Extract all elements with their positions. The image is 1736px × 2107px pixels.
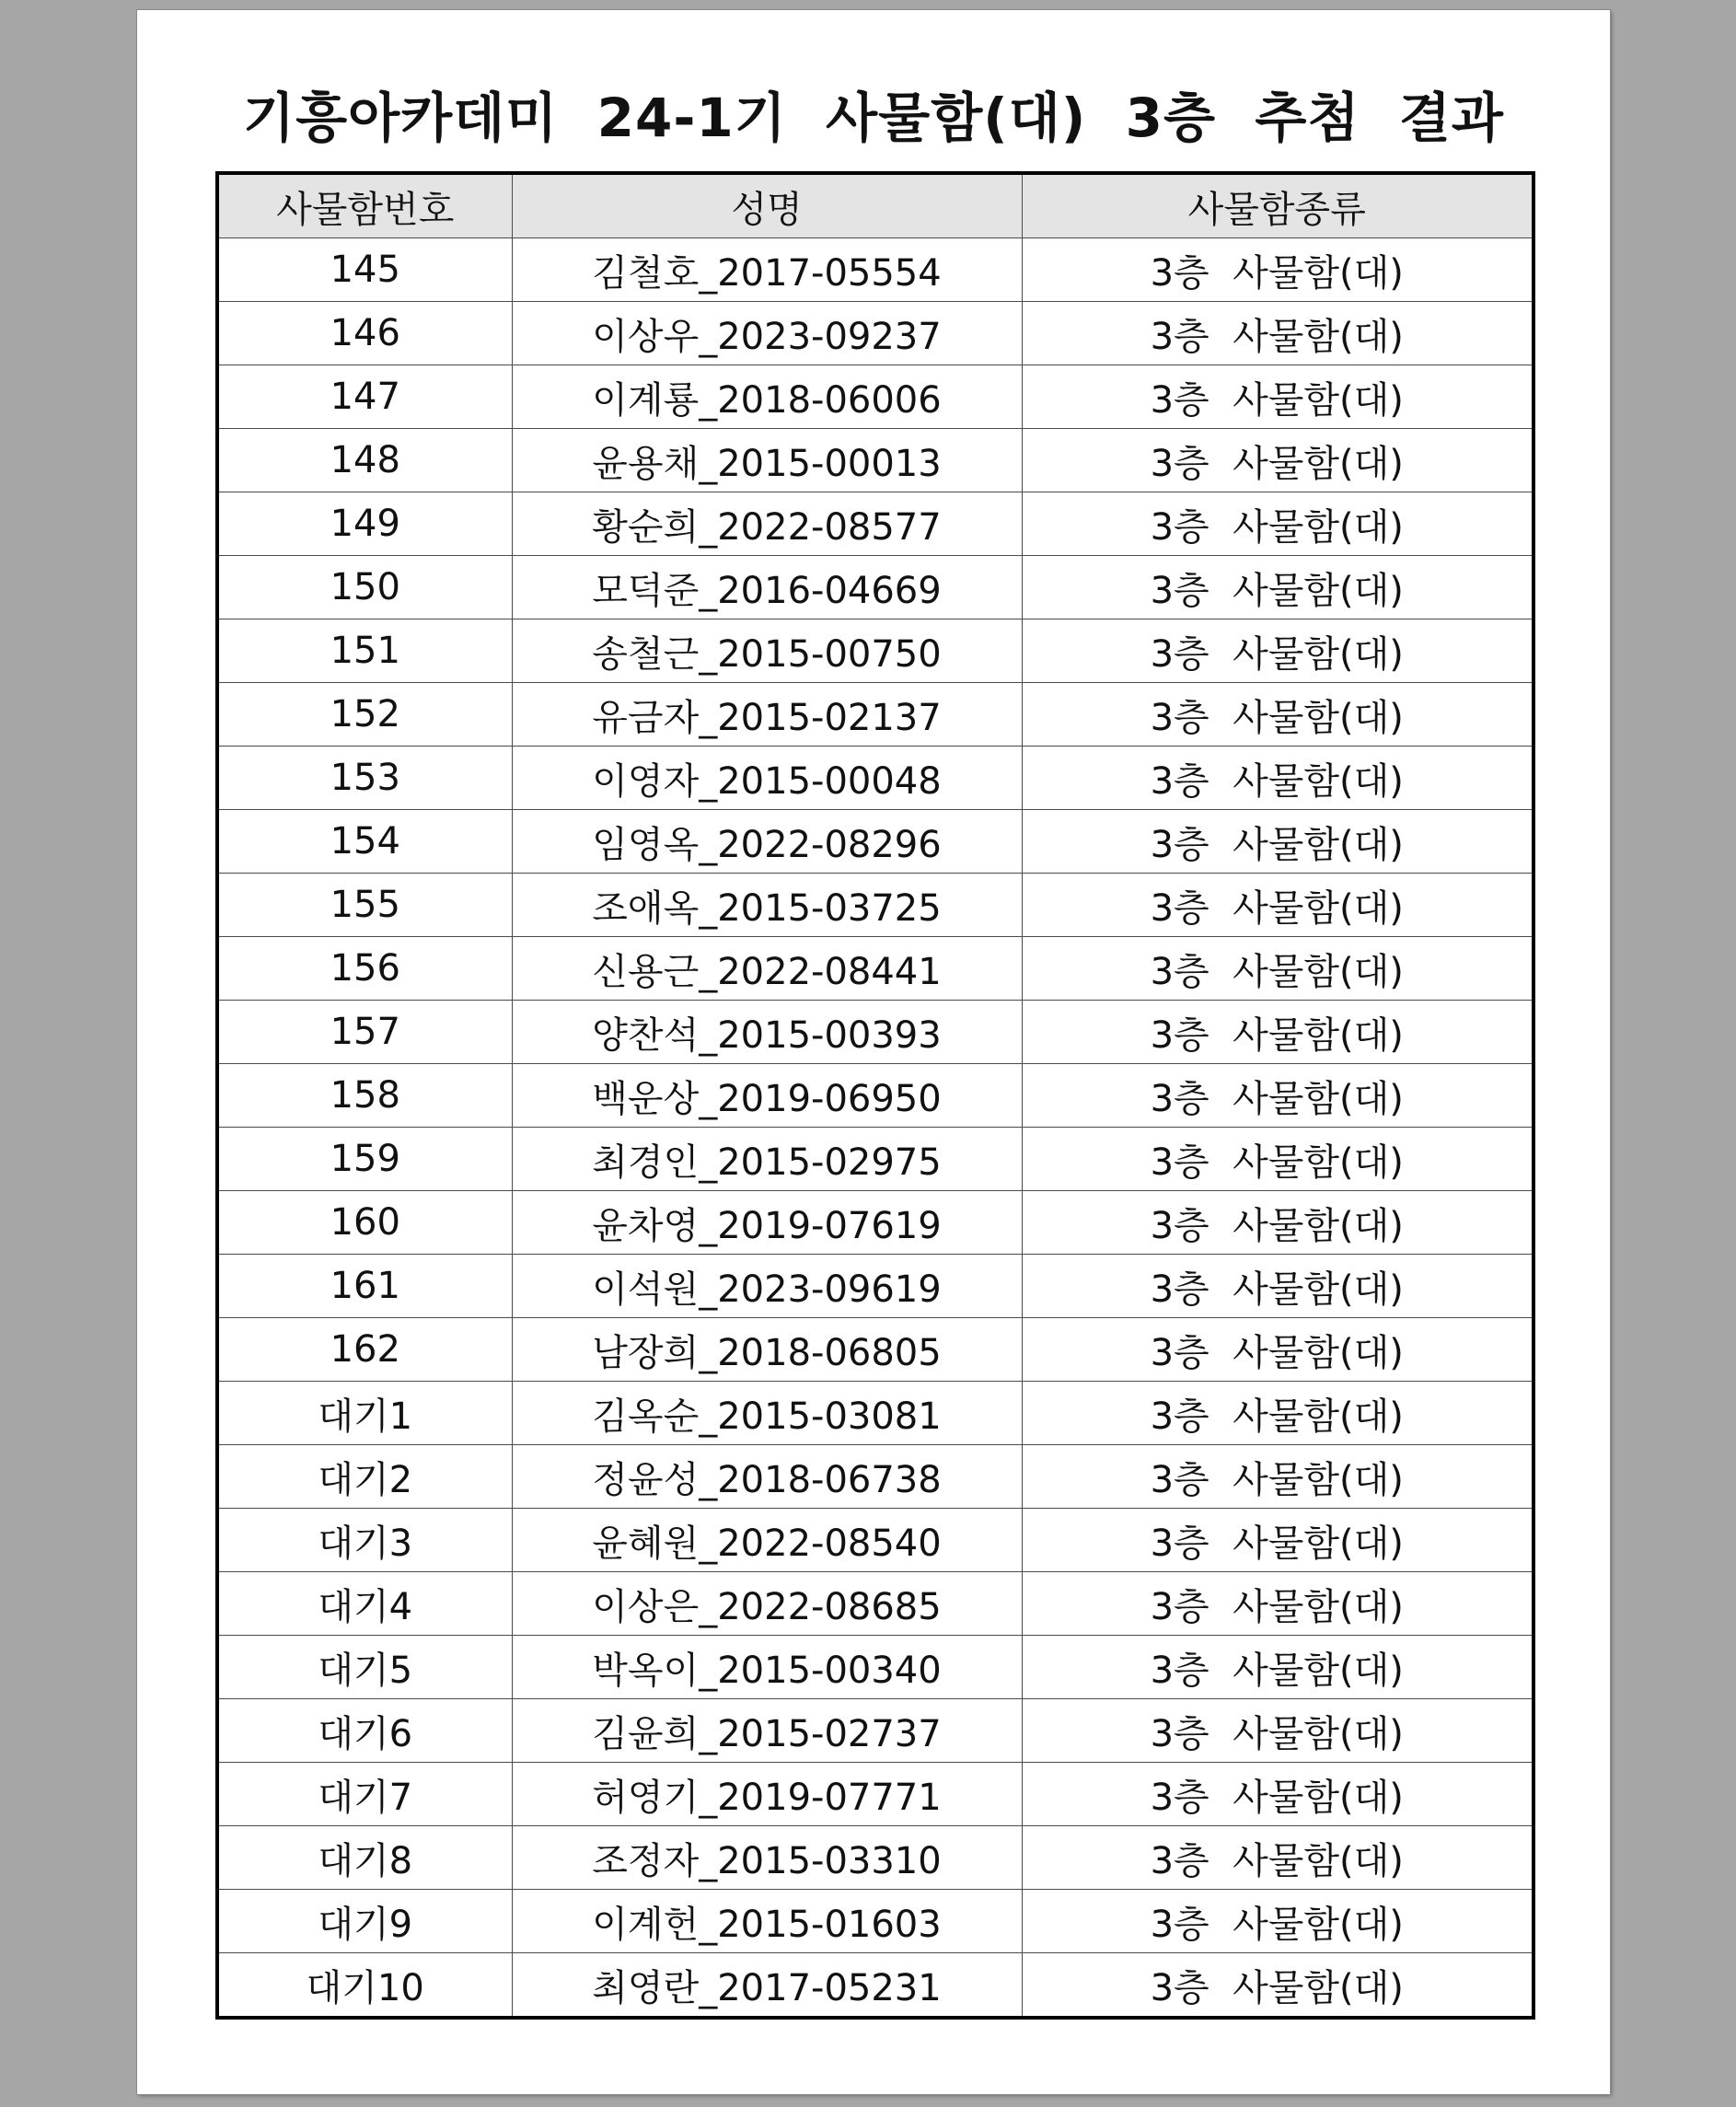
locker-number-cell: 156 [217, 937, 512, 1001]
member-name-cell: 임영옥_2022-08296 [512, 810, 1022, 874]
locker-number-cell: 대기1 [217, 1382, 512, 1445]
table-row [217, 1382, 1533, 1445]
table-row [217, 1445, 1533, 1509]
member-name-cell: 이영자_2015-00048 [512, 747, 1022, 810]
locker-number-cell: 대기10 [217, 1953, 512, 2019]
locker-number-cell: 대기8 [217, 1826, 512, 1890]
locker-type-cell: 3층 사물함(대) [1022, 1445, 1533, 1509]
document-page [137, 10, 1610, 2094]
member-name-cell: 이계룡_2018-06006 [512, 365, 1022, 429]
locker-number-cell: 149 [217, 492, 512, 556]
locker-number-cell: 148 [217, 429, 512, 492]
locker-type-cell: 3층 사물함(대) [1022, 619, 1533, 683]
table-row [217, 683, 1533, 747]
table-row [217, 1953, 1533, 2019]
locker-type-cell: 3층 사물함(대) [1022, 747, 1533, 810]
locker-type-cell: 3층 사물함(대) [1022, 1826, 1533, 1890]
table-row [217, 429, 1533, 492]
locker-type-cell: 3층 사물함(대) [1022, 429, 1533, 492]
member-name-cell: 윤혜원_2022-08540 [512, 1509, 1022, 1572]
member-name-cell: 김옥순_2015-03081 [512, 1382, 1022, 1445]
locker-number-cell: 대기3 [217, 1509, 512, 1572]
locker-type-cell: 3층 사물함(대) [1022, 1636, 1533, 1699]
member-name-cell: 박옥이_2015-00340 [512, 1636, 1022, 1699]
table-row [217, 619, 1533, 683]
member-name-cell: 백운상_2019-06950 [512, 1064, 1022, 1128]
document-title: 기흥아카데미 24-1기 사물함(대) 3층 추첨 결과 [243, 87, 1504, 149]
member-name-cell: 신용근_2022-08441 [512, 937, 1022, 1001]
locker-type-cell: 3층 사물함(대) [1022, 1509, 1533, 1572]
locker-type-cell: 3층 사물함(대) [1022, 1890, 1533, 1953]
table-row [217, 874, 1533, 937]
table-row [217, 1699, 1533, 1763]
locker-type-cell: 3층 사물함(대) [1022, 1699, 1533, 1763]
locker-number-cell: 대기9 [217, 1890, 512, 1953]
locker-number-cell: 145 [217, 238, 512, 302]
locker-number-cell: 대기7 [217, 1763, 512, 1826]
table-row [217, 937, 1533, 1001]
locker-type-cell: 3층 사물함(대) [1022, 238, 1533, 302]
table-row [217, 1191, 1533, 1255]
table-row [217, 747, 1533, 810]
locker-type-cell: 3층 사물함(대) [1022, 1382, 1533, 1445]
member-name-cell: 이계헌_2015-01603 [512, 1890, 1022, 1953]
locker-number-cell: 158 [217, 1064, 512, 1128]
member-name-cell: 황순희_2022-08577 [512, 492, 1022, 556]
table-row [217, 1128, 1533, 1191]
member-name-cell: 양찬석_2015-00393 [512, 1001, 1022, 1064]
member-name-cell: 조정자_2015-03310 [512, 1826, 1022, 1890]
locker-number-cell: 161 [217, 1255, 512, 1318]
member-name-cell: 김철호_2017-05554 [512, 238, 1022, 302]
locker-type-cell: 3층 사물함(대) [1022, 683, 1533, 747]
table-row [217, 1318, 1533, 1382]
locker-number-cell: 대기4 [217, 1572, 512, 1636]
locker-number-cell: 151 [217, 619, 512, 683]
table-row [217, 1572, 1533, 1636]
member-name-cell: 모덕준_2016-04669 [512, 556, 1022, 619]
member-name-cell: 남장희_2018-06805 [512, 1318, 1022, 1382]
locker-type-cell: 3층 사물함(대) [1022, 1001, 1533, 1064]
member-name-cell: 이석원_2023-09619 [512, 1255, 1022, 1318]
locker-type-cell: 3층 사물함(대) [1022, 1128, 1533, 1191]
table-row [217, 556, 1533, 619]
locker-number-cell: 152 [217, 683, 512, 747]
locker-number-cell: 대기5 [217, 1636, 512, 1699]
table-row [217, 1064, 1533, 1128]
member-name-cell: 이상은_2022-08685 [512, 1572, 1022, 1636]
locker-type-cell: 3층 사물함(대) [1022, 556, 1533, 619]
locker-number-cell: 153 [217, 747, 512, 810]
table-header-row [217, 173, 1533, 238]
locker-type-cell: 3층 사물함(대) [1022, 937, 1533, 1001]
member-name-cell: 허영기_2019-07771 [512, 1763, 1022, 1826]
member-name-cell: 송철근_2015-00750 [512, 619, 1022, 683]
member-name-cell: 최영란_2017-05231 [512, 1953, 1022, 2019]
locker-number-cell: 146 [217, 302, 512, 365]
member-name-cell: 최경인_2015-02975 [512, 1128, 1022, 1191]
member-name-cell: 윤용채_2015-00013 [512, 429, 1022, 492]
table-row [217, 1255, 1533, 1318]
table-row [217, 238, 1533, 302]
locker-type-cell: 3층 사물함(대) [1022, 302, 1533, 365]
table-row [217, 1509, 1533, 1572]
header-locker-type: 사물함종류 [1022, 173, 1533, 238]
locker-number-cell: 147 [217, 365, 512, 429]
locker-type-cell: 3층 사물함(대) [1022, 1953, 1533, 2019]
table-row [217, 1636, 1533, 1699]
locker-type-cell: 3층 사물함(대) [1022, 1191, 1533, 1255]
locker-type-cell: 3층 사물함(대) [1022, 365, 1533, 429]
locker-number-cell: 162 [217, 1318, 512, 1382]
locker-type-cell: 3층 사물함(대) [1022, 492, 1533, 556]
locker-type-cell: 3층 사물함(대) [1022, 810, 1533, 874]
locker-number-cell: 150 [217, 556, 512, 619]
table-row [217, 810, 1533, 874]
locker-number-cell: 154 [217, 810, 512, 874]
table-row [217, 1763, 1533, 1826]
locker-number-cell: 155 [217, 874, 512, 937]
locker-type-cell: 3층 사물함(대) [1022, 1572, 1533, 1636]
member-name-cell: 조애옥_2015-03725 [512, 874, 1022, 937]
locker-type-cell: 3층 사물함(대) [1022, 1763, 1533, 1826]
member-name-cell: 이상우_2023-09237 [512, 302, 1022, 365]
table-row [217, 302, 1533, 365]
table-row [217, 365, 1533, 429]
member-name-cell: 김윤희_2015-02737 [512, 1699, 1022, 1763]
member-name-cell: 정윤성_2018-06738 [512, 1445, 1022, 1509]
member-name-cell: 유금자_2015-02137 [512, 683, 1022, 747]
locker-number-cell: 159 [217, 1128, 512, 1191]
locker-type-cell: 3층 사물함(대) [1022, 1255, 1533, 1318]
locker-type-cell: 3층 사물함(대) [1022, 1318, 1533, 1382]
locker-assignment-table [215, 171, 1535, 2020]
locker-type-cell: 3층 사물함(대) [1022, 874, 1533, 937]
locker-number-cell: 대기6 [217, 1699, 512, 1763]
header-locker-number: 사물함번호 [217, 173, 512, 238]
locker-type-cell: 3층 사물함(대) [1022, 1064, 1533, 1128]
locker-number-cell: 160 [217, 1191, 512, 1255]
table-row [217, 1826, 1533, 1890]
table-row [217, 1890, 1533, 1953]
table-row [217, 492, 1533, 556]
table-row [217, 1001, 1533, 1064]
header-name: 성명 [512, 173, 1022, 238]
member-name-cell: 윤차영_2019-07619 [512, 1191, 1022, 1255]
locker-number-cell: 대기2 [217, 1445, 512, 1509]
locker-number-cell: 157 [217, 1001, 512, 1064]
